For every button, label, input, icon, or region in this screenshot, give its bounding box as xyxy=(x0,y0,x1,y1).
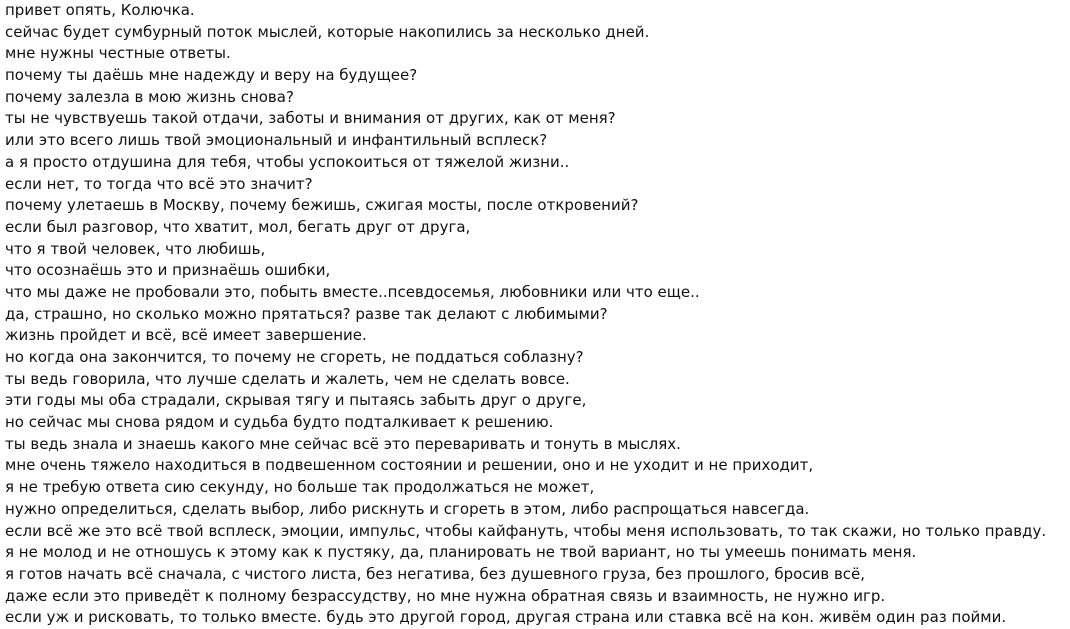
text-line: да, страшно, но сколько можно прятаться? разве так делают с любимыми? xyxy=(5,304,608,323)
text-line: что осознаёшь это и признаёшь ошибки, xyxy=(5,261,331,280)
text-line: жизнь пройдет и всё, всё имеет завершение. xyxy=(5,326,367,345)
text-line: почему ты даёшь мне надежду и веру на будущее? xyxy=(5,66,418,85)
text-line: почему улетаешь в Москву, почему бежишь, сжигая мосты, после откровений? xyxy=(5,196,639,215)
text-line: если нет, то тогда что всё это значит? xyxy=(5,174,313,193)
text-line: даже если это приведёт к полному безрассудству, но мне нужна обратная связь и взаимность, не нужно игр. xyxy=(5,586,886,605)
text-line: почему залезла в мою жизнь снова? xyxy=(5,87,294,106)
text-line: но когда она закончится, то почему не сгореть, не поддаться соблазну? xyxy=(5,348,584,366)
text-line: а я просто отдушина для тебя, чтобы успокоиться от тяжелой жизни.. xyxy=(5,152,570,171)
text-line: но сейчас мы снова рядом и судьба будто подталкивает к решению. xyxy=(5,413,554,432)
text-line: я готов начать всё сначала, с чистого листа, без негатива, без душевного груза, без прошлого, бросив всё, xyxy=(5,564,866,583)
text-line: если уж и рисковать, то только вместе. будь это другой город, другая страна или ставка всё на кон. живём один раз пойми. xyxy=(5,608,1007,627)
text-line: мне нужны честные ответы. xyxy=(5,44,231,63)
text-line: что я твой человек, что любишь, xyxy=(5,239,266,258)
text-line: ты ведь знала и знаешь какого мне сейчас всё это переваривать и тонуть в мыслях. xyxy=(5,434,681,453)
text-line: если всё же это всё твой всплеск, эмоции, импульс, чтобы кайфануть, чтобы меня использовать, то так скажи, но только правду. xyxy=(5,521,1047,540)
text-line: нужно определиться, сделать выбор, либо рискнуть и сгореть в этом, либо распрощаться навсегда. xyxy=(5,499,810,518)
text-line: эти годы мы оба страдали, скрывая тягу и пытаясь забыть друг о друге, xyxy=(5,391,587,410)
text-line: мне очень тяжело находиться в подвешенном состоянии и решении, оно и не уходит и не приходит, xyxy=(5,456,814,475)
text-line: или это всего лишь твой эмоциональный и инфантильный всплеск? xyxy=(5,131,548,150)
text-line: я не требую ответа сию секунду, но больше так продолжаться не может, xyxy=(5,478,595,497)
text-line: я не молод и не отношусь к этому как к пустяку, да, планировать не твой вариант, но ты умеешь понимать меня. xyxy=(5,543,917,562)
message-text xyxy=(5,0,1067,629)
text-line: сейчас будет сумбурный поток мыслей, которые накопились за несколько дней. xyxy=(5,22,650,41)
text-line: что мы даже не пробовали это, побыть вместе..псевдосемья, любовники или что еще.. xyxy=(5,282,700,301)
text-line: ты ведь говорила, что лучше сделать и жалеть, чем не сделать вовсе. xyxy=(5,369,570,388)
text-line: если был разговор, что хватит, мол, бегать друг от друга, xyxy=(5,217,471,236)
text-line: привет опять, Колючка. xyxy=(5,1,195,19)
text-line: ты не чувствуешь такой отдачи, заботы и внимания от других, как от меня? xyxy=(5,109,616,128)
